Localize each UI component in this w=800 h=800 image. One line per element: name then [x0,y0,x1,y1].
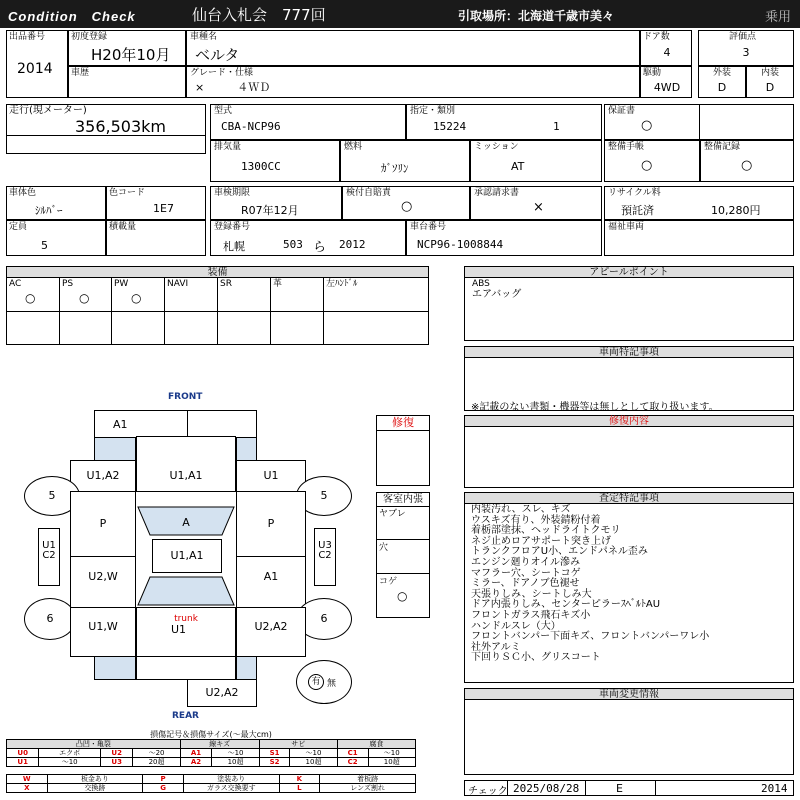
inspection-line: 下回りＳＣ小、グリスコート [471,652,601,664]
trunk-label: trunk [174,614,198,624]
model-name: ベルタ [195,46,240,64]
inspection-line: ミラー、ドアノブ色褪せ [471,578,580,590]
equip-navi-label: NAVI [167,279,189,289]
displacement: 1300CC [241,160,281,173]
lot-number: 2014 [17,61,53,77]
interior-panel [376,492,430,618]
interior-tear: ヤブレ [379,509,406,519]
warranty-cell: 保証書 ○ [604,104,794,140]
inspection-line: フロントガラス飛石キズ小 [471,609,591,621]
interior-burn-value: ○ [397,589,408,603]
equip-pw-label: PW [114,279,129,289]
inspection-line: ウスキズ有り、外装錆粉付着 [471,514,601,526]
tire-rear-left: 6 [24,598,76,640]
hood: U1,A1 [136,436,236,492]
inspection-line: ハンドルスレ（大） [471,620,561,632]
legend-group-rust: サビ [259,740,337,749]
quarter-left: U1,W [70,607,136,657]
trunk [136,607,236,657]
recycle-status: 預託済 [621,204,654,217]
history-cell: 車歴 [68,66,186,98]
tire-front-right: 5 [296,476,352,516]
mileage: 356,503km [75,117,167,136]
type-cell: 型式 CBA-NCP96 [210,104,406,140]
auction-name: 仙台入札会 777回 [192,6,326,24]
quarter-right: U2,A2 [236,607,306,657]
legend-table-2: W 板金あり P 塗装あり K 着板跡 X 交換跡 G ガラス交換要す L レンズ割れ [6,774,416,793]
change-box [464,699,794,775]
appeal-line-2: エアバッグ [472,289,522,300]
headlight-left [94,437,136,461]
spare-tire [296,660,352,704]
equipment-title: 装備 [6,266,429,278]
fender-front-right: U1 [236,460,306,492]
legend-group-corrosion: 腐食 [337,740,415,749]
maint-record: ○ [741,158,753,173]
spare-none: 無 [327,679,337,689]
approval: × [533,200,544,215]
inspection-line: エンジン廻りオイル滲み [471,556,580,568]
interior-title: 客室内張 [377,493,429,507]
door-rear-left: U2,W [70,556,136,608]
inspection-expiry: R07年12月 [241,204,299,217]
check-lot: 2014 [761,782,788,795]
recycle-cell: リサイクル料 預託済 10,280円 [604,186,794,220]
vehicle-type: CBA-NCP96 [221,120,281,133]
headlight-right [236,437,257,461]
equip-lhd-label: 左ﾊﾝﾄﾞﾙ [326,279,358,289]
insurance: ○ [401,199,413,214]
repair-box [464,426,794,488]
drive: 4WD [653,81,681,94]
tire-rear-right: 6 [296,598,352,640]
pickup-location: 引取場所：北海道千歳市美々 [458,9,615,23]
insurance-cell: 検付自賠責 ○ [342,186,470,220]
legend-table: 凸凹・亀裂 線キズ サビ 腐食 U0 エクボ U2 ～20 A1 ～10 S1 ～10 C1 ～10 U1 ～10 U3 20超 A2 10超 S2 10超 C2 10超 [6,739,416,767]
rear-label: REAR [172,711,199,721]
drive-cell: 駆動 4WD [640,66,692,98]
inspection-line: フロントバンパー下面キズ、フロントバンパーワレ小 [471,631,710,643]
equip-pw-value: ○ [131,291,142,305]
color-cell: 車体色 ｼﾙﾊﾞｰ [6,186,106,220]
roof: U1,A1 [152,539,222,573]
exterior-grade: D [717,81,727,94]
trunk-value: U1 [171,623,187,636]
change-title: 車両変更情報 [464,688,794,700]
chassis-number: NCP96-1008844 [417,238,504,251]
special-title: 車両特記事項 [464,346,794,358]
vehicle-category: 乗用 [765,10,792,25]
equip-ac-value: ○ [25,291,36,305]
step-left: U1 C2 [38,528,60,586]
spare-present: 有 [308,674,324,690]
mileage-cell: 走行(現メーター) 356,503km [6,104,206,154]
interior-grade: D [765,81,775,94]
lot-cell: 出品番号 2014 [6,30,68,98]
equip-ps-label: PS [62,279,74,289]
color-code: 1E7 [153,202,174,215]
chassis-cell: 車台番号 NCP96-1008844 [406,220,602,256]
legend-group-scratch: 線キズ [180,740,259,749]
inspection-line: トランクフロアU小、エンドパネル歪み [471,546,648,558]
welfare-cell: 福祉車両 [604,220,794,256]
inspection-title: 査定特記事項 [464,492,794,504]
check-grade: E [616,782,623,795]
check-label: チェック [468,786,508,797]
interior-hole: 穴 [379,543,389,553]
warranty: ○ [641,118,653,133]
repair-side-title: 修復 [376,415,430,431]
model-cell: 車種名 ベルタ [186,30,640,66]
inspection-line: 内装汚れ、スレ、キズ [471,504,571,515]
inspection-line: 着栃部塗抹、ヘッドライトクモリ [471,525,621,537]
inspection-line: ネジ止めロアサポート突き上げ [471,535,611,547]
body-color: ｼﾙﾊﾞｰ [35,204,63,217]
rear-panel [136,656,236,680]
first-registration: H20年10月 [91,46,171,64]
fuel: ｶﾞｿﾘﾝ [381,162,409,175]
taillight-left [94,656,136,680]
repair-title: 修復内容 [464,415,794,427]
maint-book: ○ [641,158,653,173]
capacity: 5 [41,239,48,252]
plate-cell: 登録番号 札幌 503 ら 2012 [210,220,406,256]
equip-ps-value: ○ [79,291,90,305]
door-front-left: P [70,491,136,557]
special-box [464,357,794,411]
inspection-line: 社外アルミ [471,641,521,653]
inspection-line: マフラー穴、シートコゲ [471,567,581,579]
capacity-cell: 定員 5 [6,220,106,256]
maint-cell: 整備手帳 ○ [604,140,700,182]
check-row [464,780,794,796]
interior-cell: 内装 D [746,66,794,98]
door-front-right: P [236,491,306,557]
class-number: 1 [553,120,560,133]
front-bumper: A1 [94,410,188,438]
record-cell: 整備記録 ○ [700,140,794,182]
inspection-line: ドア内張りしみ、センターピラーｽﾍﾞﾙﾄAU [471,599,661,611]
mission-cell: ミッション AT [470,140,602,182]
front-bumper-right [187,410,257,438]
doors-cell: ドア数 4 [640,30,692,66]
grade-cell: グレード・仕様 × ４ＷＤ [186,66,640,98]
repair-side-box [376,430,430,486]
legend-title: 損傷記号＆損傷サイズ(～最大cm) [150,730,272,739]
appeal-title: アピールポイント [464,266,794,278]
equipment-table [6,277,429,345]
score: 3 [742,46,750,59]
inspection-cell: 車検期限 R07年12月 [210,186,342,220]
plate-kana: ら [313,240,327,255]
equip-sr-label: SR [220,279,232,289]
score-cell: 評価点 3 [698,30,794,66]
interior-burn: コゲ [379,577,398,587]
fender-front-left: U1,A2 [70,460,136,492]
first-reg-cell: 初度登録 H20年10月 [68,30,186,66]
rear-bumper: U2,A2 [187,679,257,707]
spec-cell: 指定・類別 15224 1 [406,104,602,140]
header-bar [0,0,800,28]
door-rear-right: A1 [236,556,306,608]
taillight-right [236,656,257,680]
appeal-line-1: ABS [472,279,490,289]
doors: 4 [663,46,671,59]
plate-area: 札幌 [223,240,245,253]
load-cell: 積載量 [106,220,206,256]
special-note: ※記載のない書類・機器等は無しとして取り扱います。 [471,402,719,413]
check-date: 2025/08/28 [513,782,580,795]
fuel-cell: 燃料 ｶﾞｿﾘﾝ [340,140,470,182]
form-title: Condition Check [8,9,136,24]
grade: × ４ＷＤ [195,81,271,94]
colorcode-cell: 色コード 1E7 [106,186,206,220]
exterior-cell: 外装 D [698,66,746,98]
displacement-cell: 排気量 1300CC [210,140,340,182]
legend-group-dent: 凸凹・亀裂 [7,740,181,749]
step-right: U3 C2 [314,528,336,586]
equip-ac-label: AC [9,279,22,289]
windshield: A [182,516,190,529]
equip-leather-label: 革 [273,279,283,289]
front-label: FRONT [168,392,203,402]
tire-front-left: 5 [24,476,80,516]
inspection-box [464,503,794,683]
inspection-line: 天張りしみ、シートしみ大 [471,588,592,600]
approval-cell: 承認請求書 × [470,186,602,220]
spec-number: 15224 [433,120,467,133]
appeal-box [464,277,794,341]
mission: AT [511,160,525,173]
plate-number: 2012 [339,238,366,251]
plate-class: 503 [283,238,303,251]
recycle-fee: 10,280円 [711,204,761,217]
